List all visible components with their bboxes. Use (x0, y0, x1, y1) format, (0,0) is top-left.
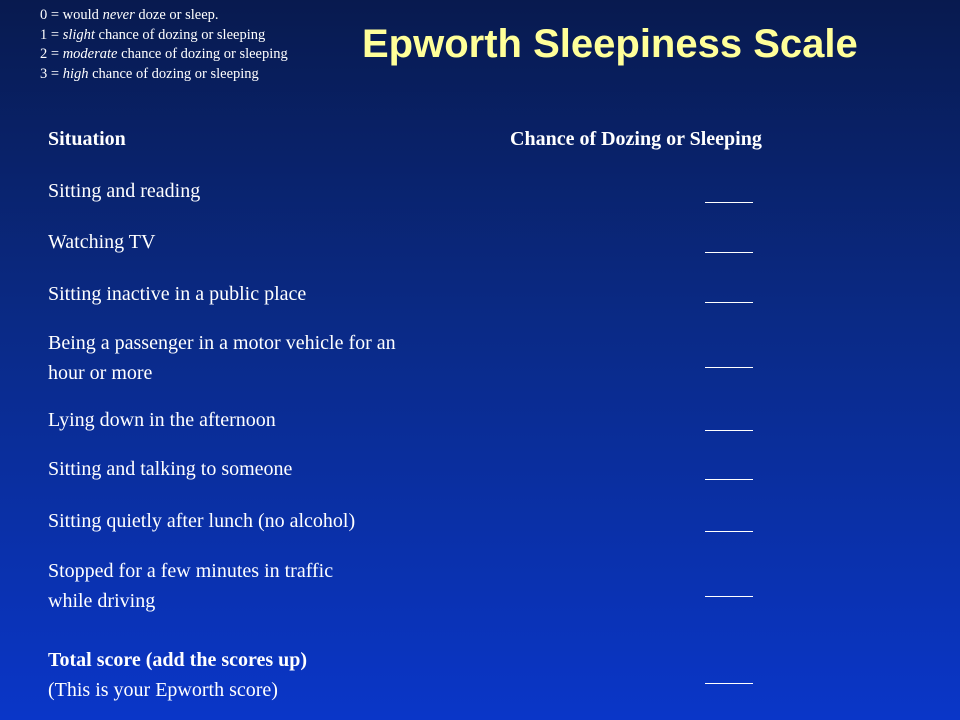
situation-row (48, 328, 488, 388)
total-score-blank[interactable] (705, 683, 753, 684)
legend-item-0: 0 = would never doze or sleep. (40, 7, 219, 23)
page-title: Epworth Sleepiness Scale (362, 22, 858, 66)
answer-blank[interactable] (705, 302, 753, 303)
legend-item-2: 2 = moderate chance of dozing or sleeping (40, 46, 288, 62)
situation-text: Sitting and reading (48, 180, 201, 202)
scale-legend (40, 6, 288, 84)
answer-blank[interactable] (705, 479, 753, 480)
total-score-label: Total score (add the scores up) (48, 649, 308, 671)
answer-blank[interactable] (705, 596, 753, 597)
situation-text: Watching TV (48, 231, 156, 253)
answer-blank[interactable] (705, 202, 753, 203)
situation-header: Situation (48, 128, 126, 150)
legend-item-3: 3 = high chance of dozing or sleeping (40, 65, 259, 82)
answer-blank[interactable] (705, 430, 753, 431)
situation-text-cont: hour or more (48, 362, 153, 384)
situation-row (48, 176, 488, 206)
situation-text: Sitting inactive in a public place (48, 283, 307, 305)
situation-row (48, 506, 488, 536)
situation-text-cont: while driving (48, 590, 156, 612)
chance-header: Chance of Dozing or Sleeping (510, 128, 762, 150)
legend-item-1: 1 = slight chance of dozing or sleeping (40, 26, 266, 43)
total-score-note: (This is your Epworth score) (48, 679, 278, 701)
situation-row (48, 227, 488, 257)
situation-text: Sitting and talking to someone (48, 458, 293, 480)
answer-blank[interactable] (705, 367, 753, 368)
situation-row (48, 279, 488, 309)
answer-blank[interactable] (705, 531, 753, 532)
situation-row (48, 405, 488, 435)
answer-blank[interactable] (705, 252, 753, 253)
total-score-row (48, 645, 488, 705)
situation-text: Lying down in the afternoon (48, 409, 276, 431)
situation-text: Stopped for a few minutes in traffic (48, 560, 334, 582)
situation-row (48, 556, 488, 616)
situation-text: Being a passenger in a motor vehicle for an (48, 332, 396, 354)
situation-text: Sitting quietly after lunch (no alcohol) (48, 510, 356, 532)
situation-row (48, 454, 488, 484)
